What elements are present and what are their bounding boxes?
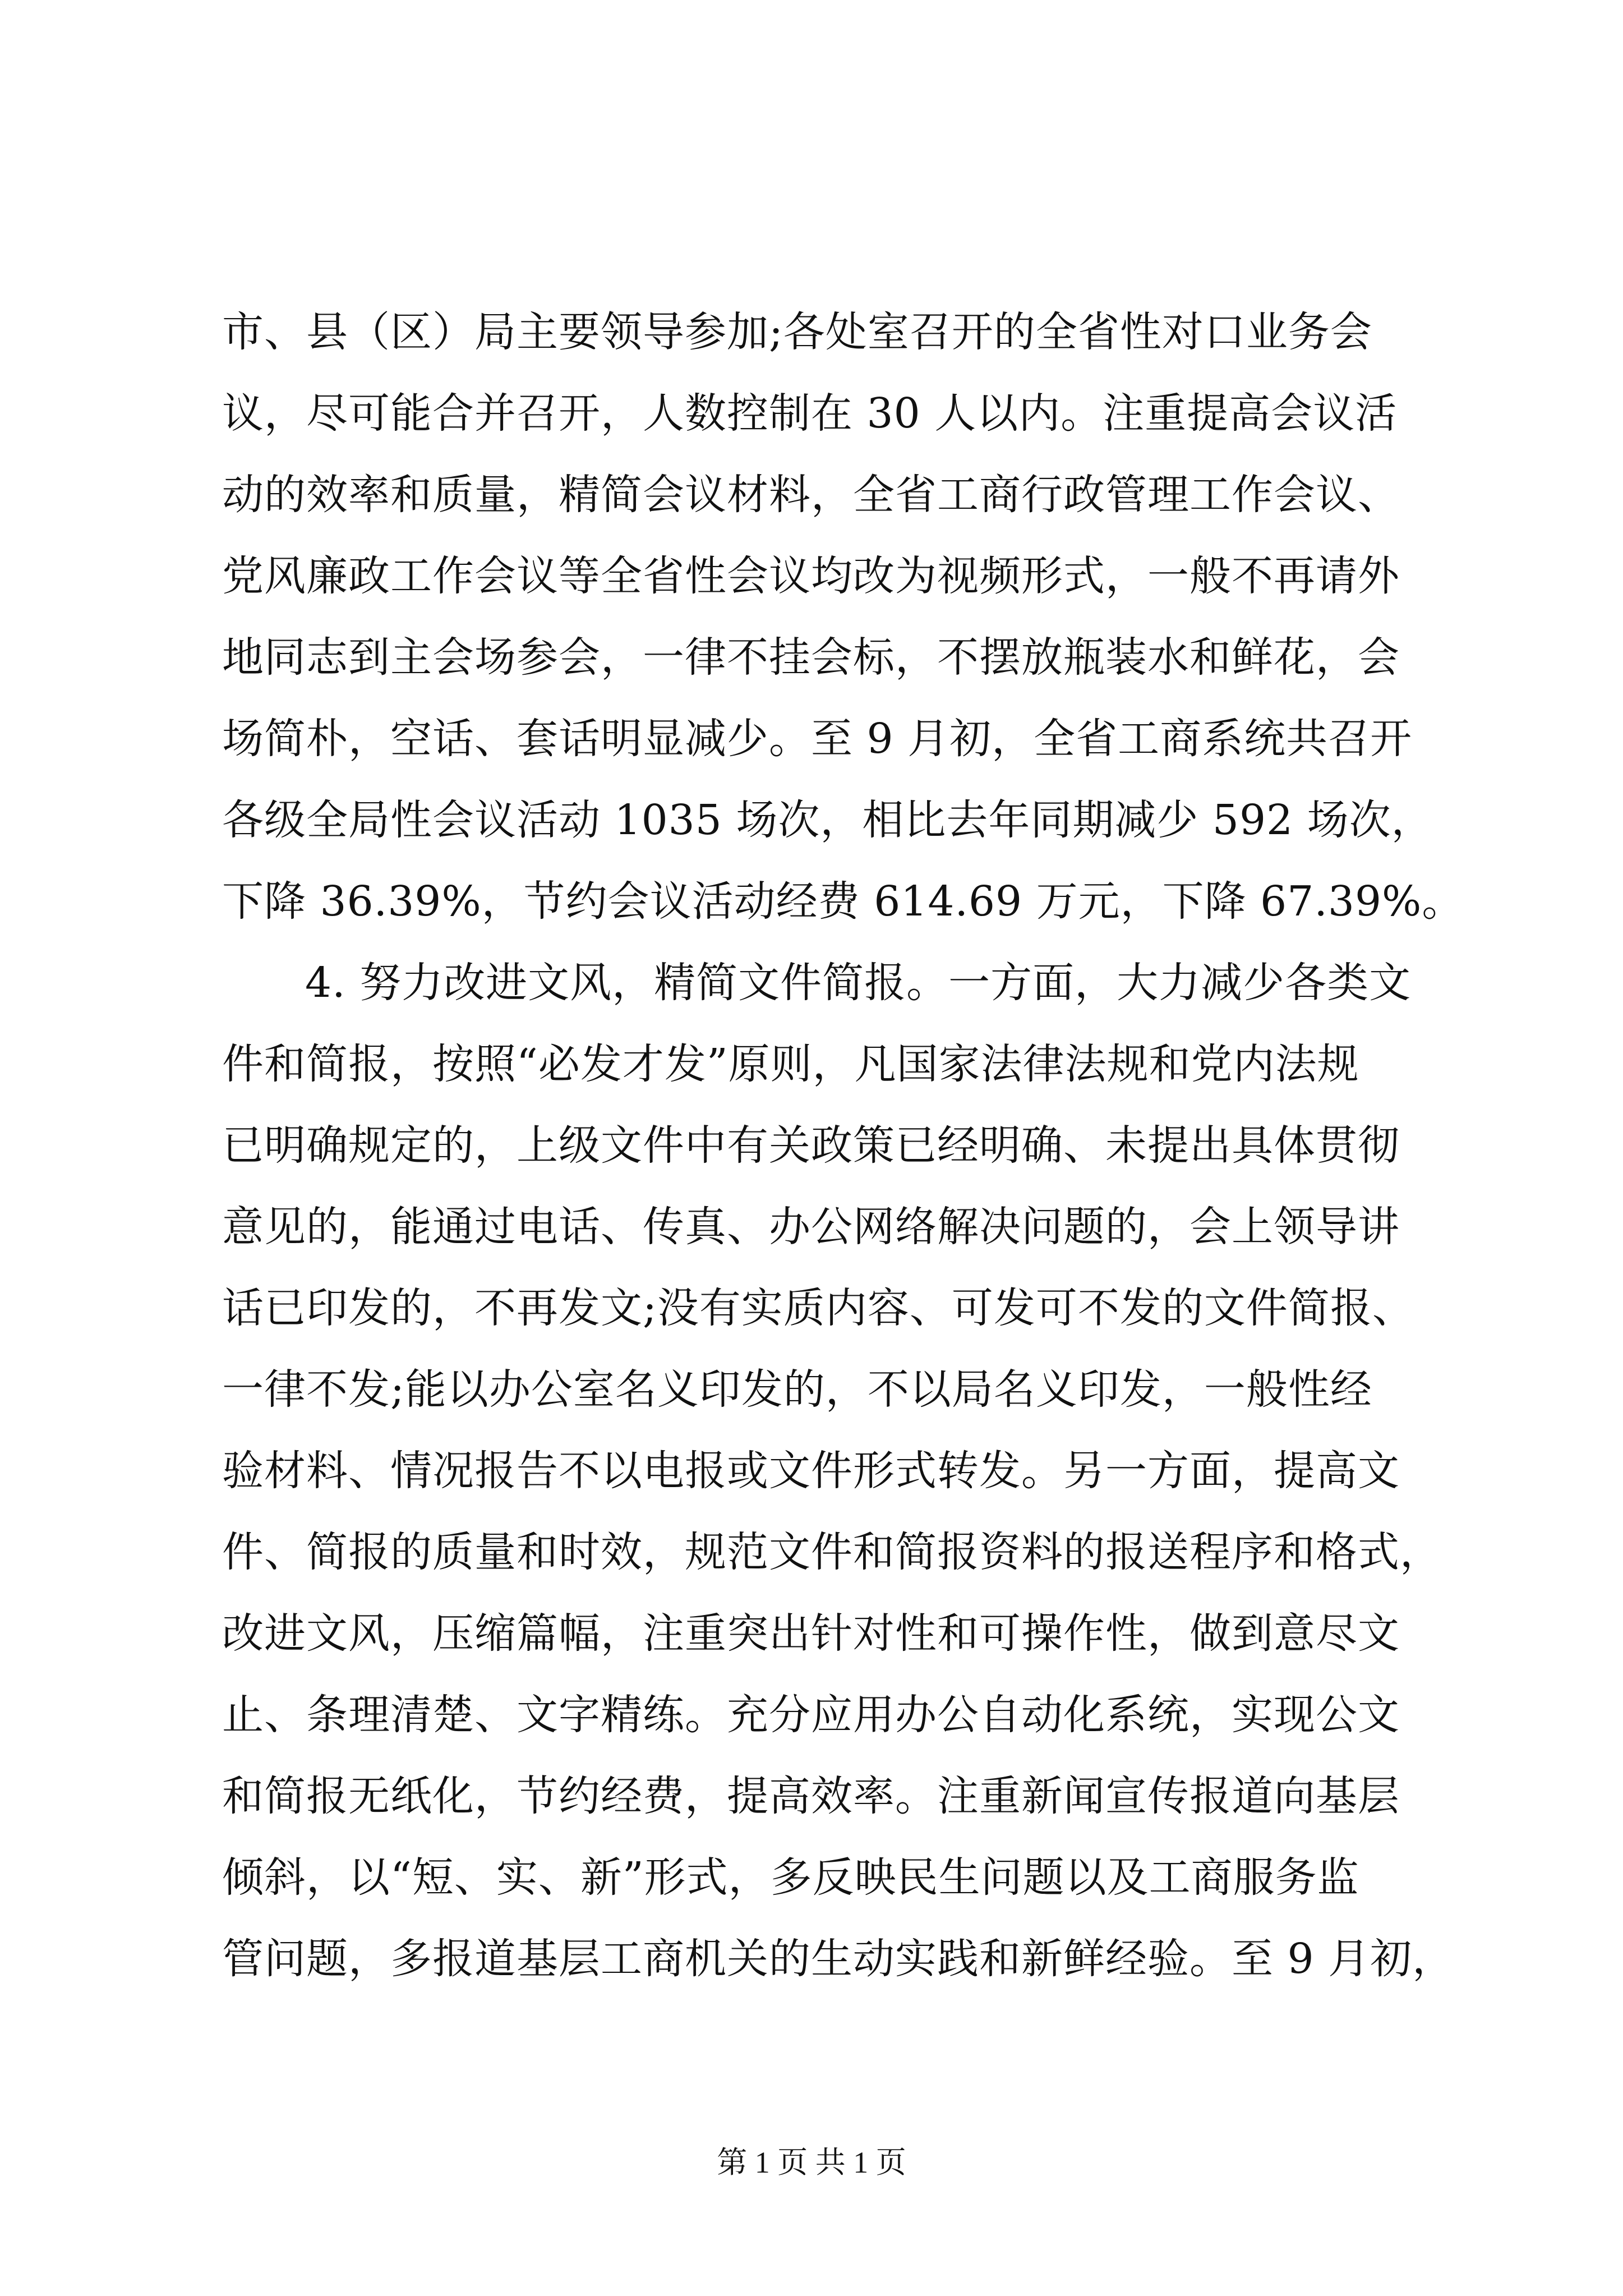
paragraph-start-line: 4. 努力改进文风，精简文件简报。一方面，大力减少各类文 <box>305 959 1412 1007</box>
text-line: 验材料、情况报告不以电报或文件形式转发。另一方面，提高文 <box>222 1447 1400 1495</box>
text-line: 管问题，多报道基层工商机关的生动实践和新鲜经验。至 9 月初， <box>222 1935 1455 1983</box>
text-line: 地同志到主会场参会，一律不挂会标，不摆放瓶装水和鲜花，会 <box>222 633 1400 682</box>
text-line: 已明确规定的，上级文件中有关政策已经明确、未提出具体贯彻 <box>222 1121 1400 1170</box>
text-line: 件和简报，按照“必发才发”原则，凡国家法律法规和党内法规 <box>222 1040 1359 1088</box>
text-line: 件、简报的质量和时效，规范文件和简报资料的报送程序和格式， <box>222 1528 1442 1576</box>
text-line: 话已印发的，不再发文;没有实质内容、可发可不发的文件简报、 <box>222 1284 1414 1332</box>
text-line: 止、条理清楚、文字精练。充分应用办公自动化系统，实现公文 <box>222 1691 1400 1739</box>
text-line: 各级全局性会议活动 1035 场次，相比去年同期减少 592 场次， <box>222 796 1433 844</box>
text-line: 和简报无纸化，节约经费，提高效率。注重新闻宣传报道向基层 <box>222 1772 1400 1820</box>
text-line: 一律不发;能以办公室名义印发的，不以局名义印发，一般性经 <box>222 1365 1372 1414</box>
text-line: 议，尽可能合并召开，人数控制在 30 人以内。注重提高会议活 <box>222 389 1398 438</box>
text-line: 党风廉政工作会议等全省性会议均改为视频形式，一般不再请外 <box>222 552 1400 600</box>
page-number-footer: 第 1 页 共 1 页 <box>717 2146 906 2179</box>
text-line: 改进文风，压缩篇幅，注重突出针对性和可操作性，做到意尽文 <box>222 1609 1400 1658</box>
document-body <box>222 292 1464 2000</box>
text-line: 市、县（区）局主要领导参加;各处室召开的全省性对口业务会 <box>222 308 1372 356</box>
text-line: 场简朴，空话、套话明显减少。至 9 月初，全省工商系统共召开 <box>222 715 1413 763</box>
text-line: 下降 36.39%，节约会议活动经费 614.69 万元，下降 67.39%。 <box>222 877 1464 926</box>
text-line: 倾斜，以“短、实、新”形式，多反映民生问题以及工商服务监 <box>222 1853 1359 1902</box>
text-line: 意见的，能通过电话、传真、办公网络解决问题的，会上领导讲 <box>222 1203 1400 1251</box>
text-line: 动的效率和质量，精简会议材料，全省工商行政管理工作会议、 <box>222 471 1400 519</box>
